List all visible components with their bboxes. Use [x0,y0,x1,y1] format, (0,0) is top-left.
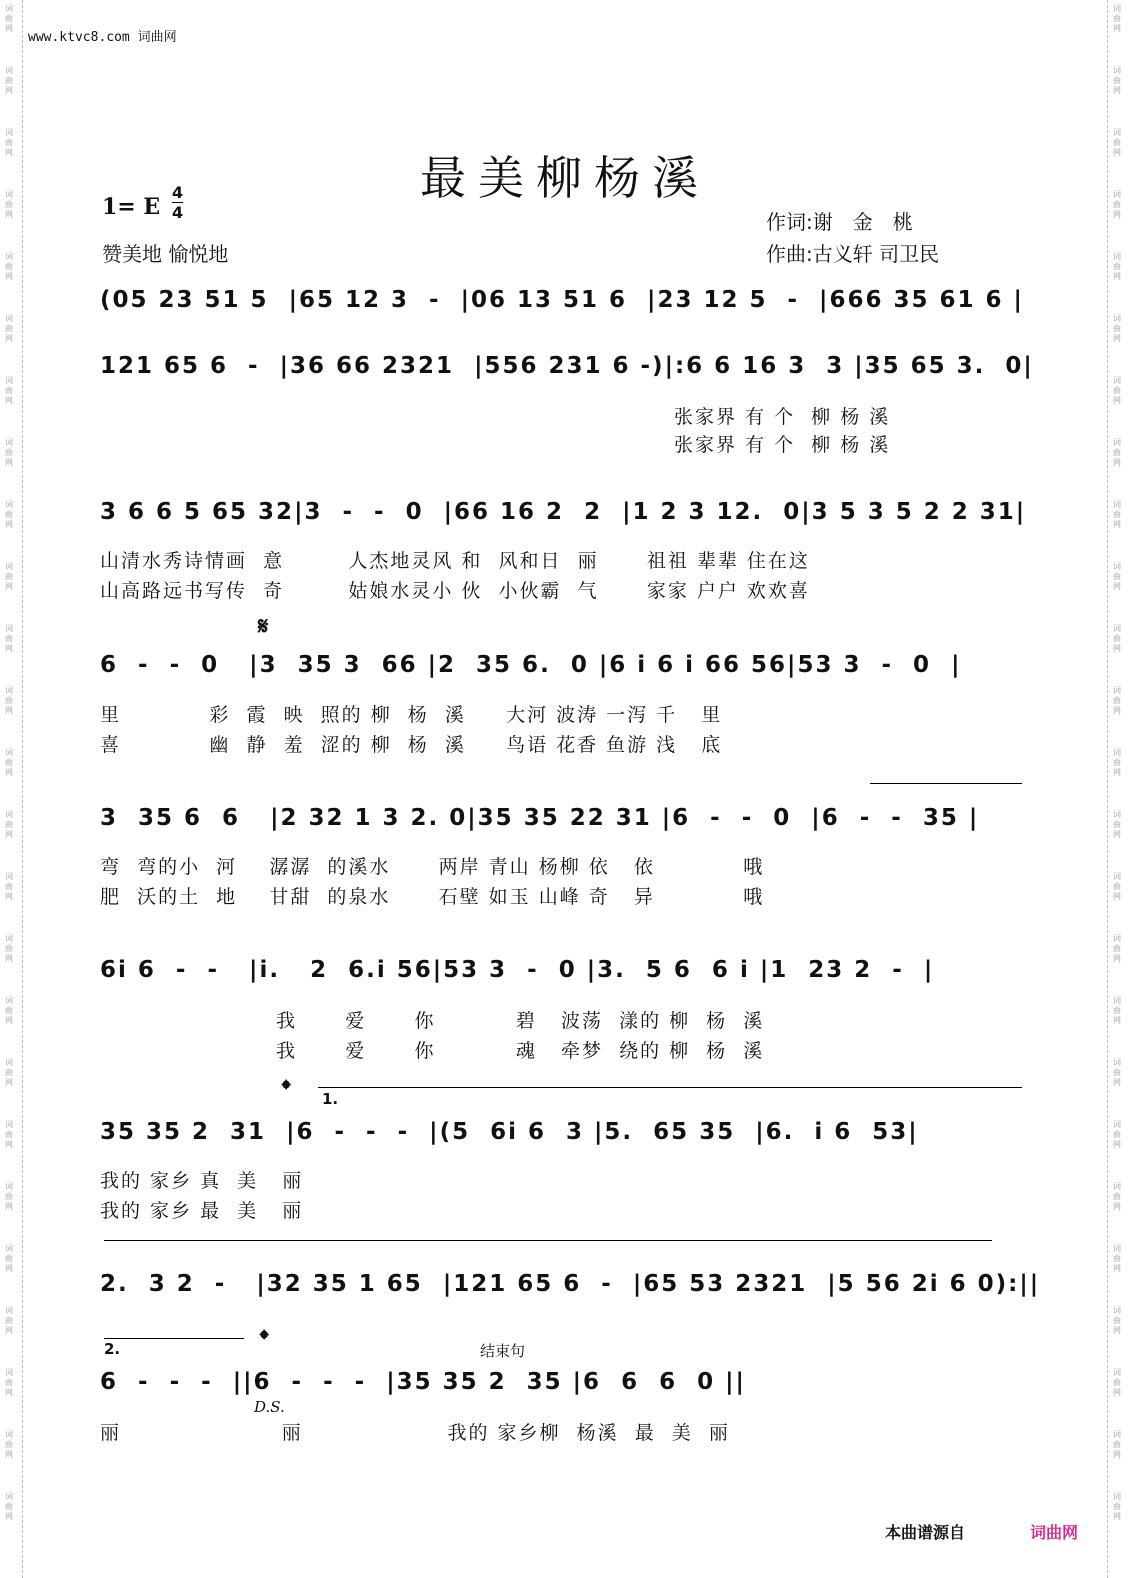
notation-line: 121 65 6 - |36 66 2321 |556 231 6 -)|:6 6 16 3 3 |35 65 3. 0| [100,353,1034,379]
notation-line: (05 23 51 5 |65 12 3 - |06 13 51 6 |23 12 5 - |666 35 61 6 | [100,287,1024,313]
notation-line: 2. 3 2 - |32 35 1 65 |121 65 6 - |65 53 2321 |5 56 2i 6 0):|| [100,1271,1041,1297]
score-row [100,280,1030,320]
watermark-text: 词曲网 [5,810,13,839]
score-row [100,492,1030,532]
watermark-text: 词曲网 [5,1120,13,1149]
key-signature: 1= E [102,194,161,220]
score-row [100,1362,1030,1402]
watermark-text: 词曲网 [5,1306,13,1335]
notation-line: 6i 6 - - |i. 2 6.i 56|53 3 - 0 |3. 5 6 6 i |1 23 2 - | [100,957,935,983]
expression-mark: 赞美地 愉悦地 [102,242,229,266]
watermark-text: 词曲网 [5,314,13,343]
segno-sign: 𝄋 [258,612,269,640]
watermark-text: 词曲网 [1113,1120,1121,1149]
watermark-text: 词曲网 [1113,996,1121,1025]
watermark-text: 词曲网 [1113,252,1121,281]
brand-link[interactable]: 词曲网 [1030,1523,1079,1542]
watermark-text: 词曲网 [1113,314,1121,343]
slur-line [870,783,1022,784]
watermark-text: 词曲网 [5,376,13,405]
watermark-text: 词曲网 [1113,1430,1121,1459]
watermark-text: 词曲网 [5,686,13,715]
watermark-text: 词曲网 [5,4,13,33]
lyric-line: 我的 家乡 最 美 丽 [100,1200,304,1222]
watermark-text: 词曲网 [5,1058,13,1087]
song-title: 最美柳杨溪 [420,151,710,205]
composer-credit: 作曲:古义轩 司卫民 [766,242,940,266]
watermark-text: 词曲网 [5,438,13,467]
watermark-text: 词曲网 [5,128,13,157]
watermark-text: 词曲网 [1113,1244,1121,1273]
volta-bracket-line [318,1087,1022,1088]
watermark-text: 词曲网 [1113,872,1121,901]
time-signature [172,183,183,222]
lyric-line: 山清水秀诗情画 意 人杰地灵风 和 风和日 丽 祖祖 辈辈 住在这 [100,550,810,572]
watermark-text: 词曲网 [1113,66,1121,95]
notation-line: 35 35 2 31 |6 - - - |(5 6i 6 3 |5. 65 35 |6. i 6 53| [100,1119,919,1145]
notation-line: 3 6 6 5 65 32|3 - - 0 |66 16 2 2 |1 2 3 12. 0|3 5 3 5 2 2 31| [100,499,1027,525]
lyric-line: 我 爱 你 魂 牵梦 绕的 柳 杨 溪 [276,1040,765,1062]
score-row [100,950,1030,990]
lyric-line: 张家界 有 个 柳 杨 溪 [674,406,891,428]
watermark-text: 词曲网 [5,190,13,219]
lyricist-credit: 作词:谢 金 桃 [766,210,913,234]
watermark-text: 词曲网 [1113,562,1121,591]
notation-line: 6 - - - ||6 - - - |35 35 2 35 |6 6 6 0 || [100,1369,746,1395]
watermark-text: 词曲网 [1113,1058,1121,1087]
lyric-line: 喜 幽 静 羞 涩的 柳 杨 溪 鸟语 花香 鱼游 浅 底 [100,734,723,756]
watermark-text: 词曲网 [1113,4,1121,33]
score-row [100,346,1034,386]
watermark-text: 词曲网 [1113,748,1121,777]
volta-bracket-line [104,1338,244,1339]
watermark-text: 词曲网 [1113,624,1121,653]
notation-line: 3 35 6 6 |2 32 1 3 2. 0|35 35 22 31 |6 - - 0 |6 - - 35 | [100,805,980,831]
watermark-text: 词曲网 [5,562,13,591]
watermark-text: 词曲网 [5,748,13,777]
watermark-text: 词曲网 [5,500,13,529]
watermark-text: 词曲网 [5,934,13,963]
meter-top: 4 [172,183,184,202]
watermark-text: 词曲网 [1113,190,1121,219]
lyric-line: 张家界 有 个 柳 杨 溪 [674,434,891,456]
watermark-text: 词曲网 [1113,1306,1121,1335]
right-watermark-strip [1107,0,1130,1578]
watermark-text: 词曲网 [5,996,13,1025]
watermark-text: 词曲网 [5,1182,13,1211]
coda-sign: 𝄌 [282,1075,291,1103]
lyric-line: 里 彩 霞 映 照的 柳 杨 溪 大河 波涛 一泻 千 里 [100,704,723,726]
watermark-text: 词曲网 [5,1244,13,1273]
lyric-line: 我的 家乡 真 美 丽 [100,1170,304,1192]
coda-sign: 𝄌 [260,1325,269,1353]
score-row [100,798,1030,838]
meter-bottom: 4 [172,203,184,222]
volta-label: 2. [104,1340,121,1358]
ending-label: 结束句 [480,1342,526,1360]
watermark-text: 词曲网 [5,1368,13,1397]
lyric-line: 山高路远书写传 奇 姑娘水灵小 伙 小伙霸 气 家家 户户 欢欢喜 [100,580,810,602]
notation-line: 6 - - 0 |3 35 3 66 |2 35 6. 0 |6 i 6 i 66 56|53 3 - 0 | [100,652,962,678]
watermark-text: 词曲网 [1113,1182,1121,1211]
watermark-text: 词曲网 [1113,128,1121,157]
lyric-line: 肥 沃的土 地 甘甜 的泉水 石壁 如玉 山峰 奇 异 哦 [100,886,765,908]
watermark-text: 词曲网 [1113,376,1121,405]
watermark-text: 词曲网 [5,252,13,281]
watermark-text: 词曲网 [5,1492,13,1521]
watermark-text: 词曲网 [1113,1492,1121,1521]
score-row [100,645,1030,685]
score-row [100,1264,1041,1304]
site-url[interactable]: www.ktvc8.com 词曲网 [28,30,177,45]
watermark-text: 词曲网 [1113,1368,1121,1397]
watermark-text: 词曲网 [5,66,13,95]
watermark-text: 词曲网 [1113,438,1121,467]
source-label: 本曲谱源自 [885,1523,966,1542]
lyric-line: 弯 弯的小 河 潺潺 的溪水 两岸 青山 杨柳 依 依 哦 [100,856,765,878]
watermark-text: 词曲网 [1113,686,1121,715]
score-row [100,1112,1030,1152]
watermark-text: 词曲网 [1113,500,1121,529]
ds-mark: D.S. [254,1398,285,1416]
left-watermark-strip [0,0,23,1578]
watermark-text: 词曲网 [1113,934,1121,963]
watermark-text: 词曲网 [1113,810,1121,839]
lyric-line: 我 爱 你 碧 波荡 漾的 柳 杨 溪 [276,1010,765,1032]
lyric-line: 丽 丽 我的 家乡柳 杨溪 最 美 丽 [100,1422,730,1444]
watermark-text: 词曲网 [5,1430,13,1459]
watermark-text: 词曲网 [5,872,13,901]
volta-label: 1. [322,1090,339,1108]
slur-line [104,1240,992,1241]
watermark-text: 词曲网 [5,624,13,653]
